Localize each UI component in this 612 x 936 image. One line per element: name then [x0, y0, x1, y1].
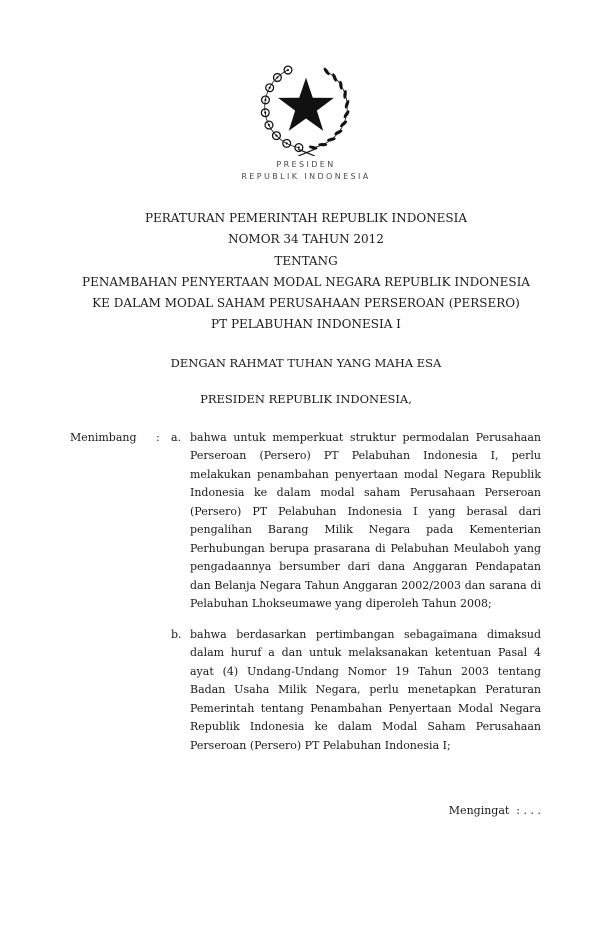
title-line-regulation: PERATURAN PEMERINTAH REPUBLIK INDONESIA — [144, 211, 468, 225]
title-line-number: NOMOR 34 TAHUN 2012 — [228, 232, 384, 247]
item-text-b: bahwa berdasarkan pertimbangan sebagaimana dimaksud dalam huruf a dan untuk melaksanakan ketentuan Pasal 4 ayat (4) Undang-Undang Nomor 19 Tahun 2003 tentang Badan Usaha Milik Negara, perlu menetapkan Peraturan Pemerintah tentang Penambahan Penyertaan Modal Negara Republik Indonesia ke dalam Modal Saham Perusahaan Perseroan (Persero) PT Pelabuhan Indonesia I; — [190, 627, 541, 752]
star-wreath-emblem-icon — [245, 62, 367, 156]
next-page-catchword: Mengingat : . . . — [448, 804, 541, 817]
star-shape — [278, 78, 334, 131]
issuer-line: PRESIDEN REPUBLIK INDONESIA, — [200, 391, 412, 406]
invocation-line: DENGAN RAHMAT TUHAN YANG MAHA ESA — [170, 355, 442, 370]
title-line-subject-2: KE DALAM MODAL SAHAM PERUSAHAAN PERSEROAN (PERSERO) — [92, 296, 520, 311]
considering-item-a — [70, 429, 541, 614]
letterhead — [0, 159, 612, 182]
title-line-tentang: TENTANG — [274, 253, 338, 268]
letterhead-line-presiden: PRESIDEN — [276, 160, 336, 169]
title-line-subject-1: PENAMBAHAN PENYERTAAN MODAL NEGARA REPUBLIK INDONESIA — [82, 274, 530, 289]
considering-section — [70, 429, 541, 756]
considering-colon: : — [156, 430, 160, 444]
item-text-a: bahwa untuk memperkuat struktur permodalan Perusahaan Perseroan (Persero) PT Pelabuhan Indonesia I, perlu melakukan penambahan penyertaan modal Negara Republik Indonesia ke dalam modal saham Perusahaan Perseroan (Persero) PT Pelabuhan Indonesia I yang berasal dari pengalihan Barang Milik Negara pada Kementerian Perhubungan berupa prasarana di Pelabuhan Meulaboh yang pengadaannya bersumber dari dana Anggaran Pendapatan dan Belanja Negara Tahun Anggaran 2002/2003 dan sarana di Pelabuhan Lhokseumawe yang diperoleh Tahun 2008; — [190, 430, 541, 611]
presidential-emblem — [243, 62, 369, 156]
title-line-subject-3: PT PELABUHAN INDONESIA I — [211, 317, 401, 332]
item-letter-a: a. — [171, 430, 182, 444]
considering-label: Menimbang — [70, 430, 137, 444]
considering-item-b — [70, 626, 541, 756]
regulation-title — [0, 208, 612, 336]
item-letter-b: b. — [171, 627, 182, 641]
letterhead-line-republik: REPUBLIK INDONESIA — [241, 171, 371, 181]
